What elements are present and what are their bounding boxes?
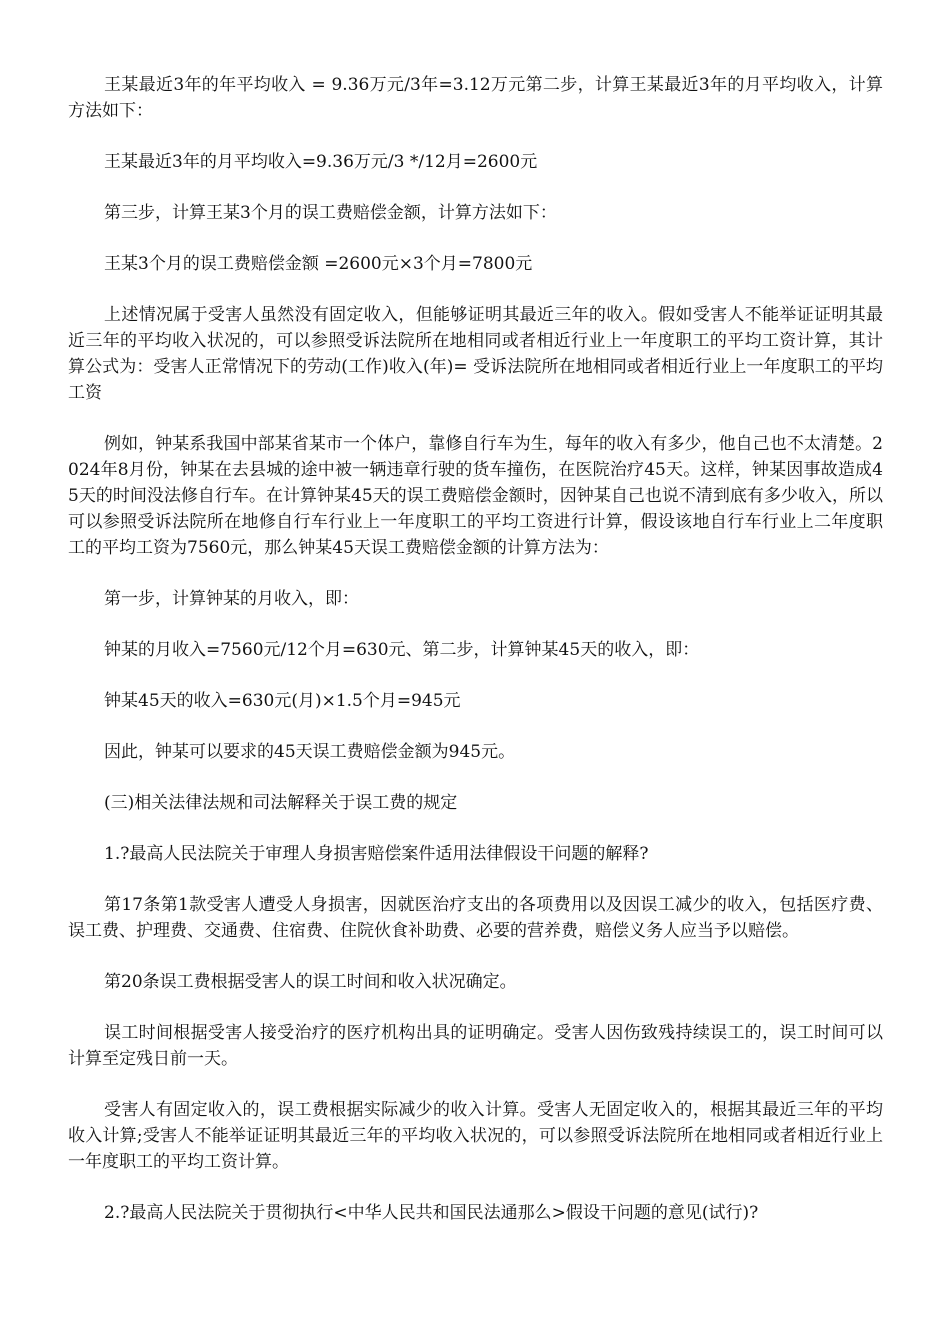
paragraph-monthly-income-calc: 钟某的月收入=7560元/12个月=630元、第二步，计算钟某45天的收入，即：: [104, 640, 700, 660]
paragraph-article-20: 第20条误工费根据受害人的误工时间和收入状况确定。: [104, 972, 517, 992]
paragraph-average-annual-income: 王某最近3年的年平均收入 = 9.36万元/3年=3.12万元第二步，计算王某最近3年的月平均收入，计算方法如下：: [68, 75, 883, 121]
paragraph-example-zhong: 例如，钟某系我国中部某省某市一个体户，靠修自行车为生，每年的收入有多少，他自己也不太清楚。2024年8月份，钟某在去县城的途中被一辆违章行驶的货车撞伤，在医院治疗45天。这样，钟某因事故造成45天的时间没法修自行车。在计算钟某45天的误工费赔偿金额时，因钟某自己也说不清到底有多少收入，所以可以参照受诉法院所在地修自行车行业上一年度职工的平均工资进行计算，假设该地自行车行业上二年度职工的平均工资为7560元，那么钟某45天误工费赔偿金额的计算方法为：: [68, 434, 883, 558]
paragraph-three-month-compensation: 王某3个月的误工费赔偿金额 =2600元×3个月=7800元: [104, 254, 533, 274]
paragraph-lost-work-time: 误工时间根据受害人接受治疗的医疗机构出具的证明确定。受害人因伤致残持续误工的，误工时间可以计算至定残日前一天。: [68, 1023, 883, 1069]
paragraph-conclusion: 因此，钟某可以要求的45天误工费赔偿金额为945元。: [104, 742, 516, 762]
section-heading-regulations: (三)相关法律法规和司法解释关于误工费的规定: [104, 793, 458, 813]
paragraph-step-three: 第三步，计算王某3个月的误工费赔偿金额，计算方法如下：: [104, 203, 557, 223]
paragraph-average-monthly-income: 王某最近3年的月平均收入=9.36万元/3 */12月=2600元: [104, 152, 538, 172]
paragraph-45-day-income: 钟某45天的收入=630元(月)×1.5个月=945元: [104, 691, 461, 711]
paragraph-no-fixed-income-explanation: 上述情况属于受害人虽然没有固定收入，但能够证明其最近三年的收入。假如受害人不能举证证明其最近三年的平均收入状况的，可以参照受诉法院所在地相同或者相近行业上一年度职工的平均工资计算，其计算公式为：受害人正常情况下的劳动(工作)收入(年)= 受诉法院所在地相同或者相近行业上一年度职工的平均工资: [68, 305, 883, 403]
paragraph-opinion-title: 2.?最高人民法院关于贯彻执行<中华人民共和国民法通那么>假设干问题的意见(试行)?: [104, 1203, 759, 1223]
paragraph-fixed-income-rule: 受害人有固定收入的，误工费根据实际减少的收入计算。受害人无固定收入的，根据其最近三年的平均收入计算;受害人不能举证证明其最近三年的平均收入状况的，可以参照受诉法院所在地相同或者相近行业上一年度职工的平均工资计算。: [68, 1100, 883, 1172]
document-page: [68, 72, 883, 1226]
paragraph-article-17: 第17条第1款受害人遭受人身损害，因就医治疗支出的各项费用以及因误工减少的收入，包括医疗费、误工费、护理费、交通费、住宿费、住院伙食补助费、必要的营养费，赔偿义务人应当予以赔偿。: [68, 895, 883, 941]
paragraph-interpretation-title: 1.?最高人民法院关于审理人身损害赔偿案件适用法律假设干问题的解释?: [104, 844, 649, 864]
paragraph-step-one-monthly: 第一步，计算钟某的月收入，即：: [104, 589, 359, 609]
